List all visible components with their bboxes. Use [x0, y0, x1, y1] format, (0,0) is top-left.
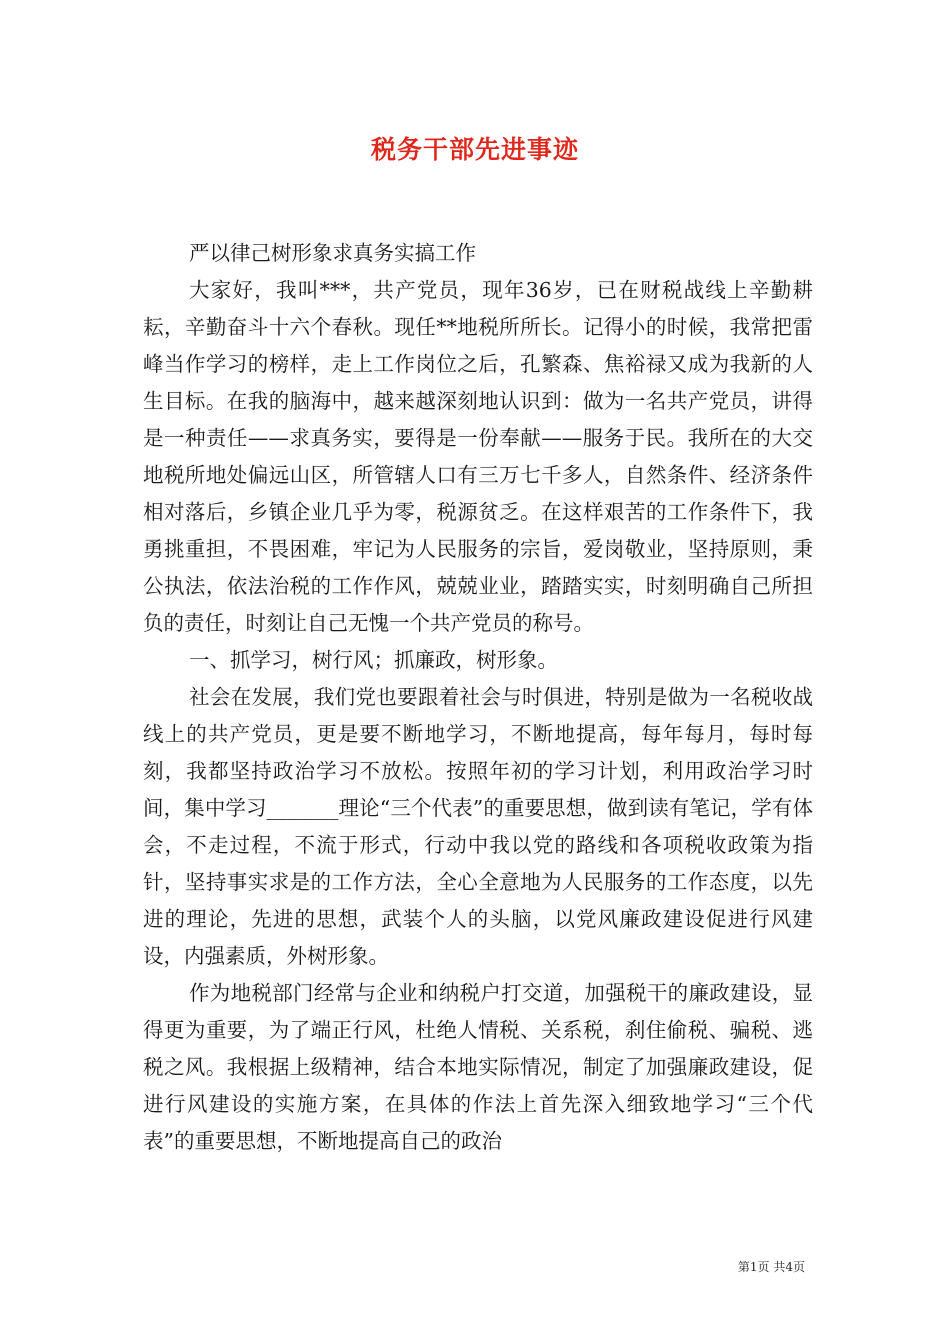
document-title: 税务干部先进事迹: [370, 135, 579, 164]
integrity-paragraph: 作为地税部门经常与企业和纳税户打交道，加强税干的廉政建设，显得更为重要，为了端正行风，杜绝人情税、关系税，刹住偷税、骗税、逃税之风。我根据上级精神，结合本地实际情况，制定了加强廉政建设，促进行风建设的实施方案，在具体的作法上首先深入细致地学习“三个代表”的重要思想，不断地提高自己的政治: [143, 981, 813, 1153]
page-number: 第1页 共4页: [737, 1260, 805, 1274]
intro-paragraph: 大家好，我叫***，共产党员，现年36岁，已在财税战线上辛勤耕耘，辛勤奋斗十六个春秋。现任**地税所所长。记得小的时候，我常把雷峰当作学习的榜样，走上工作岗位之后，孔繁森、焦裕禄又成为我新的人生目标。在我的脑海中，越来越深刻地认识到：做为一名共产党员，讲得是一种责任——求真务实，要得是一份奉献——服务于民。我所在的大交地税所地处偏远山区，所管辖人口有三万七千多人，自然条件、经济条件相对落后，乡镇企业几乎为零，税源贫乏。在这样艰苦的工作条件下，我勇挑重担，不畏困难，牢记为人民服务的宗旨，爱岗敬业，坚持原则，秉公执法，依法治税的工作作风，兢兢业业，踏踏实实，时刻明确自己所担负的责任，时刻让自己无愧一个共产党员的称号。: [143, 278, 813, 635]
subtitle-paragraph: 严以律己树形象求真务实搞工作: [189, 241, 476, 265]
document-body: [143, 235, 813, 1160]
study-paragraph: 社会在发展，我们党也要跟着社会与时俱进，特别是做为一名税收战线上的共产党员，更是要不断地学习，不断地提高，每年每月，每时每刻，我都坚持政治学习不放松。按照年初的学习计划，利用政治学习时间，集中学习_______理论“三个代表”的重要思想，做到读有笔记，学有体会，不走过程，不流于形式，行动中我以党的路线和各项税收政策为指针，坚持事实求是的工作方法，全心全意地为人民服务的工作态度，以先进的理论，先进的思想，武装个人的头脑，以党风廉政建设促进行风建设，内强素质，外树形象。: [143, 685, 813, 968]
section-heading: 一、抓学习，树行风；抓廉政，树形象。: [189, 648, 558, 672]
